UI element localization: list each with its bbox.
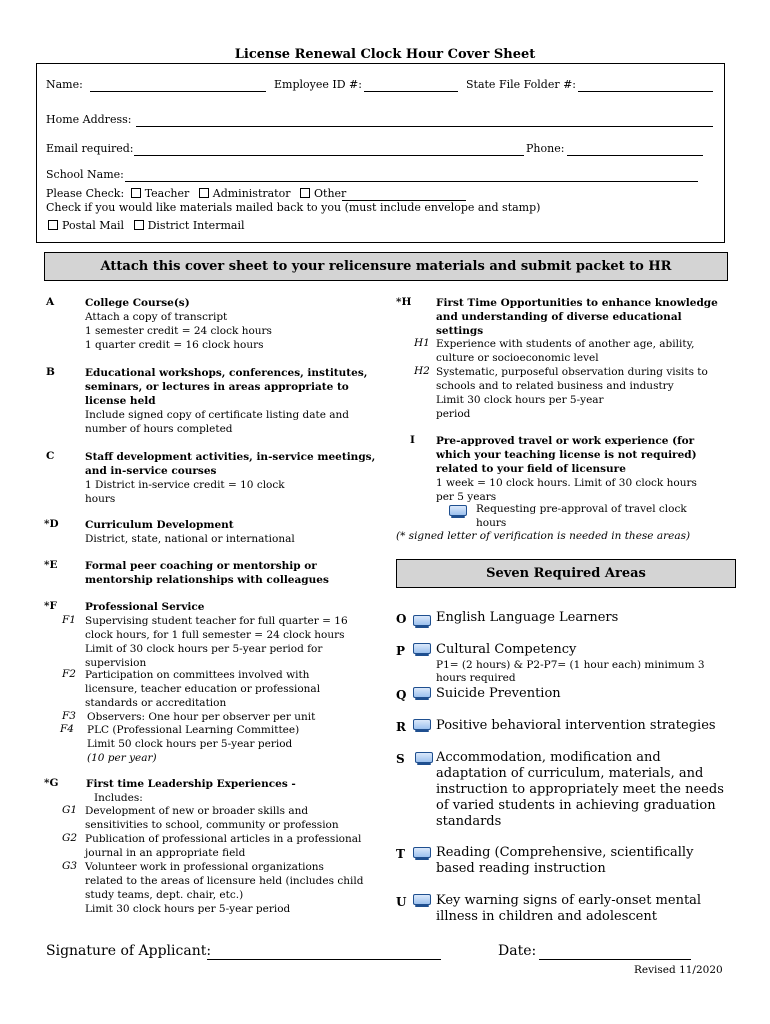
state-file-label: State File Folder #:	[466, 78, 577, 91]
area-s-line: standards	[436, 814, 502, 829]
area-q-text: Suicide Prevention	[436, 686, 561, 701]
item-g2	[85, 832, 385, 860]
item-i-line: per 5 years	[436, 491, 497, 503]
state-file-field[interactable]	[578, 91, 713, 92]
area-s-checkbox-icon[interactable]	[415, 752, 433, 765]
postal-mail-label: Postal Mail	[62, 219, 125, 232]
item-g2-line: journal in an appropriate field	[85, 847, 246, 859]
other-checkbox[interactable]	[300, 188, 310, 198]
item-g-letter: *G	[44, 777, 59, 789]
area-s-line: adaptation of curriculum, materials, and	[436, 766, 704, 781]
home-address-label: Home Address:	[46, 113, 132, 126]
item-i-letter: I	[410, 434, 415, 446]
area-u-line: Key warning signs of early-onset mental	[436, 893, 702, 908]
area-t	[436, 845, 736, 877]
instruction-banner: Attach this cover sheet to your relicensure materials and submit packet to HR	[44, 252, 728, 281]
area-u-checkbox-icon[interactable]	[413, 894, 431, 907]
area-p-letter: P	[396, 644, 406, 658]
item-h	[436, 296, 736, 338]
area-s-line: of varied students in achieving graduation	[436, 798, 716, 813]
item-d-line: District, state, national or international	[85, 533, 295, 545]
employee-id-label: Employee ID #:	[274, 78, 362, 91]
area-q-checkbox-icon[interactable]	[413, 687, 431, 700]
item-f1-label: F1	[62, 614, 76, 626]
area-r-checkbox-icon[interactable]	[413, 719, 431, 732]
item-g-limit: Limit 30 clock hours per 5-year period	[85, 903, 291, 915]
item-d	[85, 518, 385, 546]
area-s-letter: S	[396, 752, 405, 766]
name-label: Name:	[46, 78, 83, 91]
district-intermail-label: District Intermail	[147, 219, 245, 232]
area-t-checkbox-icon[interactable]	[413, 847, 431, 860]
item-a-line: 1 semester credit = 24 clock hours	[85, 325, 272, 337]
preapproval-checkbox-icon[interactable]	[449, 505, 467, 518]
item-c-heading: and in-service courses	[85, 465, 217, 477]
item-b-heading: Educational workshops, conferences, institutes,	[85, 367, 368, 379]
item-g3-line: related to the areas of licensure held (includes child	[85, 875, 364, 887]
item-f1-line: clock hours, for 1 full semester = 24 clock hours	[85, 629, 345, 641]
item-g2-label: G2	[62, 832, 78, 844]
item-h1-label: H1	[414, 337, 430, 349]
item-i-heading: Pre-approved travel or work experience (for	[436, 435, 695, 447]
item-f2-label: F2	[62, 668, 76, 680]
role-check-row	[46, 187, 346, 200]
verification-note: (* signed letter of verification is needed in these areas)	[396, 530, 691, 542]
item-c-line: 1 District in-service credit = 10 clock	[85, 479, 285, 491]
area-u-letter: U	[396, 895, 407, 909]
area-p-checkbox-icon[interactable]	[413, 643, 431, 656]
item-f2-line: standards or accreditation	[85, 697, 227, 709]
item-h2-line: Limit 30 clock hours per 5-year	[436, 394, 604, 406]
item-e-heading: mentorship relationships with colleagues	[85, 574, 329, 586]
area-p-note: P1= (2 hours) & P2-P7= (1 hour each) minimum 3	[436, 659, 705, 671]
item-f4-note: (10 per year)	[87, 752, 157, 764]
item-f3-line: Observers: One hour per observer per unit	[87, 711, 316, 723]
item-g1-line: Development of new or broader skills and	[85, 805, 309, 817]
mail-note: Check if you would like materials mailed back to you (must include envelope and stamp)	[46, 201, 541, 214]
area-u-line: illness in children and adolescent	[436, 909, 657, 924]
item-g-includes: Includes:	[94, 792, 143, 804]
area-o-letter: O	[396, 612, 407, 626]
item-e-letter: *E	[44, 559, 58, 571]
item-h2	[436, 365, 736, 421]
mail-option-row	[48, 219, 244, 232]
item-h2-label: H2	[414, 365, 430, 377]
item-a	[85, 296, 385, 352]
item-i-line: 1 week = 10 clock hours. Limit of 30 clock hours	[436, 477, 697, 489]
preapproval-request	[476, 502, 736, 530]
postal-mail-checkbox[interactable]	[48, 220, 58, 230]
item-g3-line: study teams, dept. chair, etc.)	[85, 889, 244, 901]
area-t-letter: T	[396, 847, 405, 861]
teacher-option-label: Teacher	[144, 187, 190, 200]
item-b-letter: B	[46, 366, 55, 378]
item-e-heading: Formal peer coaching or mentorship or	[85, 560, 317, 572]
item-c	[85, 450, 390, 506]
item-f1-line: Supervising student teacher for full quarter = 16	[85, 615, 348, 627]
item-f1-line: supervision	[85, 657, 147, 669]
email-field[interactable]	[134, 155, 524, 156]
item-h-heading: First Time Opportunities to enhance knowledge	[436, 297, 718, 309]
page-title: License Renewal Clock Hour Cover Sheet	[234, 47, 536, 62]
item-a-letter: A	[46, 296, 55, 308]
item-g3	[85, 860, 385, 916]
school-name-field[interactable]	[125, 181, 698, 182]
signature-field[interactable]	[207, 959, 441, 960]
item-h-heading: settings	[436, 325, 484, 337]
item-g1-line: sensitivities to school, community or profession	[85, 819, 339, 831]
item-f-heading: Professional Service	[85, 601, 205, 613]
administrator-checkbox[interactable]	[199, 188, 209, 198]
item-h2-line: Systematic, purposeful observation during visits to	[436, 366, 708, 378]
area-u	[436, 893, 736, 925]
name-field[interactable]	[90, 91, 266, 92]
item-h1-line: culture or socioeconomic level	[436, 352, 599, 364]
item-f4-line: PLC (Professional Learning Committee)	[87, 724, 300, 736]
item-f-letter: *F	[44, 600, 57, 612]
item-g3-line: Volunteer work in professional organizations	[85, 861, 324, 873]
item-a-line: Attach a copy of transcript	[85, 311, 228, 323]
item-f4	[87, 723, 387, 765]
other-option-label: Other	[314, 187, 347, 200]
area-s-line: Accommodation, modification and	[436, 750, 661, 765]
district-intermail-checkbox[interactable]	[134, 220, 144, 230]
item-e	[85, 559, 385, 587]
item-g2-line: Publication of professional articles in a professional	[85, 833, 362, 845]
employee-id-field[interactable]	[364, 91, 458, 92]
item-h1	[436, 337, 736, 365]
preapproval-line: Requesting pre-approval of travel clock	[476, 503, 687, 515]
area-p-text: Cultural Competency	[436, 642, 577, 657]
item-g-heading: First time Leadership Experiences -	[86, 778, 296, 790]
date-label: Date:	[498, 943, 537, 959]
item-h2-line: period	[436, 408, 471, 420]
item-h-heading: and understanding of diverse educational	[436, 311, 682, 323]
item-f3-label: F3	[62, 710, 76, 722]
date-field[interactable]	[539, 959, 691, 960]
item-f4-line: Limit 50 clock hours per 5-year period	[87, 738, 293, 750]
signature-label: Signature of Applicant:	[46, 943, 212, 959]
area-q-letter: Q	[396, 688, 407, 702]
item-i	[436, 434, 736, 504]
item-f2-line: licensure, teacher education or professional	[85, 683, 321, 695]
applicant-info-box	[36, 63, 725, 243]
area-t-line: Reading (Comprehensive, scientifically	[436, 845, 694, 860]
item-a-heading: College Course(s)	[85, 297, 190, 309]
item-d-letter: *D	[44, 518, 59, 530]
item-f1-line: Limit of 30 clock hours per 5-year period for	[85, 643, 323, 655]
area-o-checkbox-icon[interactable]	[413, 615, 431, 628]
area-s-line: instruction to appropriately meet the needs	[436, 782, 724, 797]
phone-field[interactable]	[567, 155, 703, 156]
item-g3-label: G3	[62, 860, 78, 872]
item-i-heading: which your teaching license is not required)	[436, 449, 697, 461]
item-f2	[85, 668, 385, 710]
email-label: Email required:	[46, 142, 134, 155]
required-areas-heading: Seven Required Areas	[396, 559, 736, 588]
item-b	[85, 366, 385, 436]
item-i-heading: related to your field of licensure	[436, 463, 626, 475]
home-address-field[interactable]	[136, 126, 713, 127]
item-h2-line: schools and to related business and industry	[436, 380, 674, 392]
preapproval-line: hours	[476, 517, 507, 529]
school-name-label: School Name:	[46, 168, 124, 181]
item-b-line: number of hours completed	[85, 423, 233, 435]
area-t-line: based reading instruction	[436, 861, 606, 876]
item-c-line: hours	[85, 493, 116, 505]
item-c-letter: C	[46, 450, 55, 462]
area-s	[436, 750, 736, 830]
item-h-letter: *H	[396, 296, 412, 308]
item-d-heading: Curriculum Development	[85, 519, 234, 531]
area-o-text: English Language Learners	[436, 610, 619, 625]
administrator-option-label: Administrator	[212, 187, 291, 200]
item-b-line: Include signed copy of certificate listing date and	[85, 409, 350, 421]
item-b-heading: license held	[85, 395, 156, 407]
revision-date: Revised 11/2020	[634, 964, 723, 976]
item-f1	[85, 614, 385, 670]
area-r-text: Positive behavioral intervention strategies	[436, 718, 716, 733]
item-h1-line: Experience with students of another age, ability,	[436, 338, 695, 350]
item-b-heading: seminars, or lectures in areas appropriate to	[85, 381, 349, 393]
item-f2-line: Participation on committees involved with	[85, 669, 310, 681]
phone-label: Phone:	[526, 142, 565, 155]
teacher-checkbox[interactable]	[131, 188, 141, 198]
area-p-note: hours required	[436, 672, 516, 684]
please-check-label: Please Check:	[46, 187, 125, 200]
item-f4-label: F4	[60, 723, 74, 735]
area-r-letter: R	[396, 720, 406, 734]
item-c-heading: Staff development activities, in-service meetings,	[85, 451, 376, 463]
item-a-line: 1 quarter credit = 16 clock hours	[85, 339, 264, 351]
item-g1-label: G1	[62, 804, 78, 816]
item-g1	[85, 804, 385, 832]
